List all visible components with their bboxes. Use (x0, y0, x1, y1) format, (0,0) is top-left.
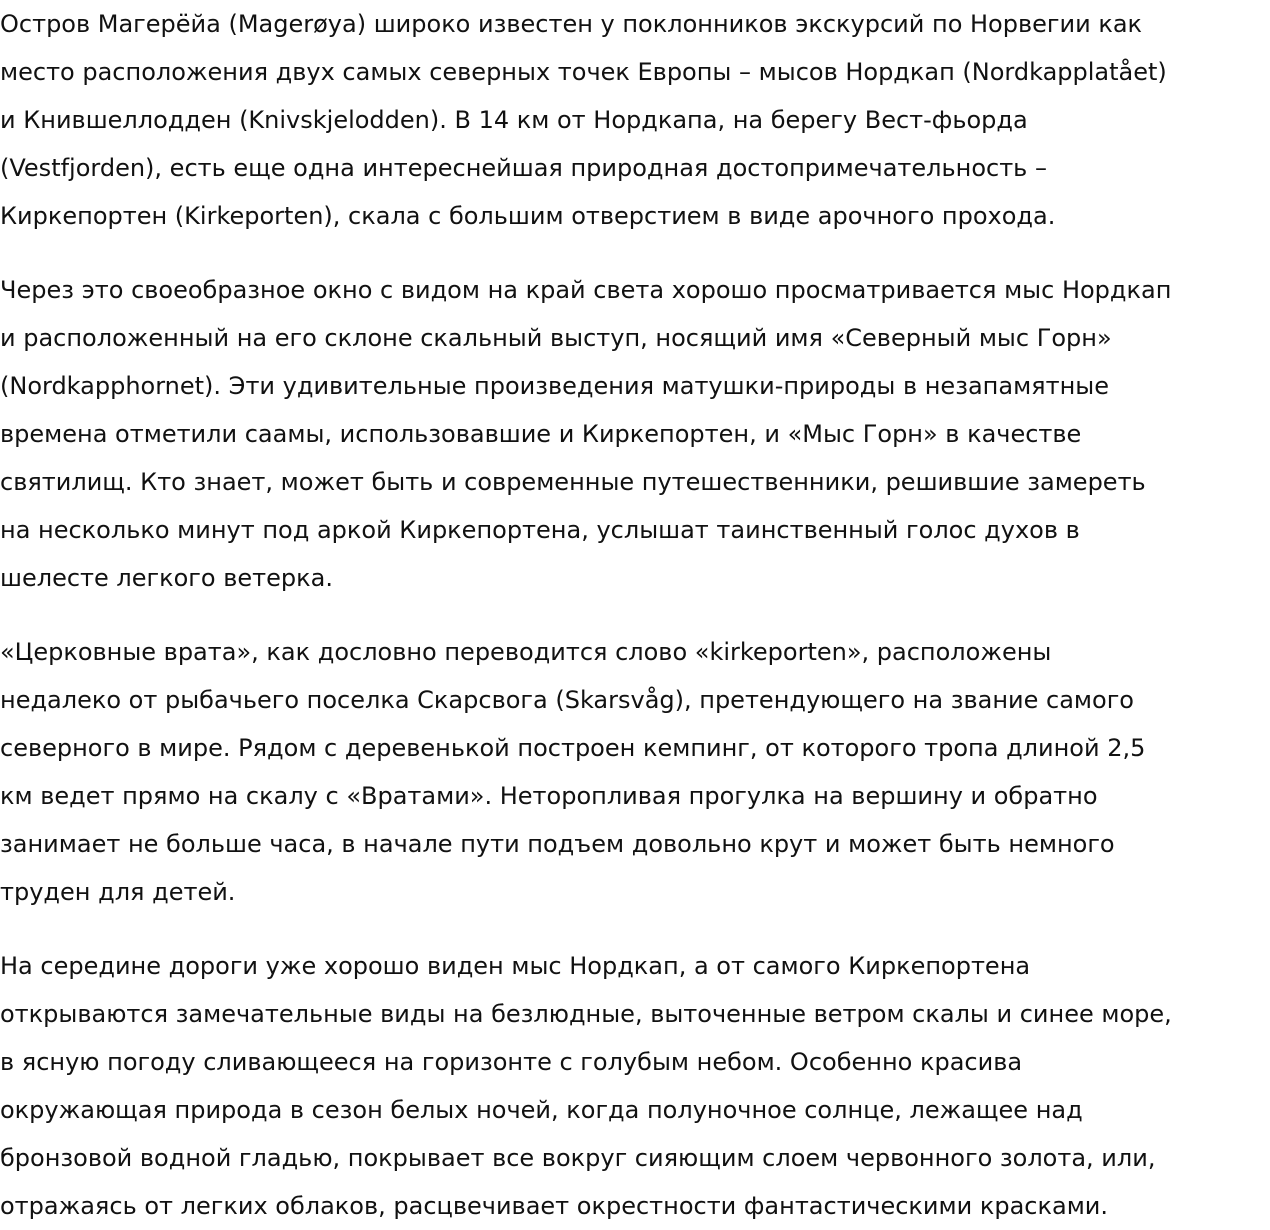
text-line: труден для детей. (0, 878, 236, 906)
paragraph-4 (0, 942, 1270, 1230)
text-line: недалеко от рыбачьего поселка Скарсвога (Skarsvåg), претендующего на звание самого (0, 686, 1134, 714)
text-line: святилищ. Кто знает, может быть и современные путешественники, решившие замереть (0, 468, 1146, 496)
text-line: и Кнившеллодден (Knivskjelodden). В 14 км от Нордкапа, на берегу Вест-фьорда (0, 106, 1028, 134)
text-line: место расположения двух самых северных точек Европы – мысов Нордкап (Nordkapplatået) (0, 58, 1167, 86)
text-line: времена отметили саамы, использовавшие и Киркепортен, и «Мыс Горн» в качестве (0, 420, 1082, 448)
text-line: (Vestfjorden), есть еще одна интереснейшая природная достопримечательность – (0, 154, 1047, 182)
text-line: Через это своеобразное окно с видом на край света хорошо просматривается мыс Нордкап (0, 276, 1172, 304)
text-line: бронзовой водной гладью, покрывает все вокруг сияющим слоем червонного золота, или, (0, 1144, 1156, 1172)
paragraph-3 (0, 628, 1270, 916)
text-line: «Церковные врата», как дословно переводится слово «kirkeporten», расположены (0, 638, 1052, 666)
text-line: отражаясь от легких облаков, расцвечивает окрестности фантастическими красками. (0, 1192, 1109, 1220)
paragraph-1 (0, 0, 1270, 240)
text-line: шелесте легкого ветерка. (0, 564, 333, 592)
text-line: Остров Магерёйа (Magerøya) широко известен у поклонников экскурсий по Норвегии как (0, 10, 1143, 38)
text-line: окружающая природа в сезон белых ночей, когда полуночное солнце, лежащее над (0, 1096, 1083, 1124)
text-line: на несколько минут под аркой Киркепортена, услышат таинственный голос духов в (0, 516, 1080, 544)
text-line: в ясную погоду сливающееся на горизонте с голубым небом. Особенно красива (0, 1048, 1023, 1076)
text-line: занимает не больше часа, в начале пути подъем довольно крут и может быть немного (0, 830, 1115, 858)
text-line: км ведет прямо на скалу с «Вратами». Неторопливая прогулка на вершину и обратно (0, 782, 1098, 810)
text-line: северного в мире. Рядом с деревенькой построен кемпинг, от которого тропа длиной 2,5 (0, 734, 1146, 762)
text-line: Киркепортен (Kirkeporten), скала с большим отверстием в виде арочного прохода. (0, 202, 1056, 230)
text-line: (Nordkapphornet). Эти удивительные произведения матушки-природы в незапамятные (0, 372, 1109, 400)
text-line: На середине дороги уже хорошо виден мыс Нордкап, а от самого Киркепортена (0, 952, 1031, 980)
paragraph-2 (0, 266, 1270, 602)
text-line: открываются замечательные виды на безлюдные, выточенные ветром скалы и синее море, (0, 1000, 1172, 1028)
text-line: и расположенный на его склоне скальный выступ, носящий имя «Северный мыс Горн» (0, 324, 1112, 352)
